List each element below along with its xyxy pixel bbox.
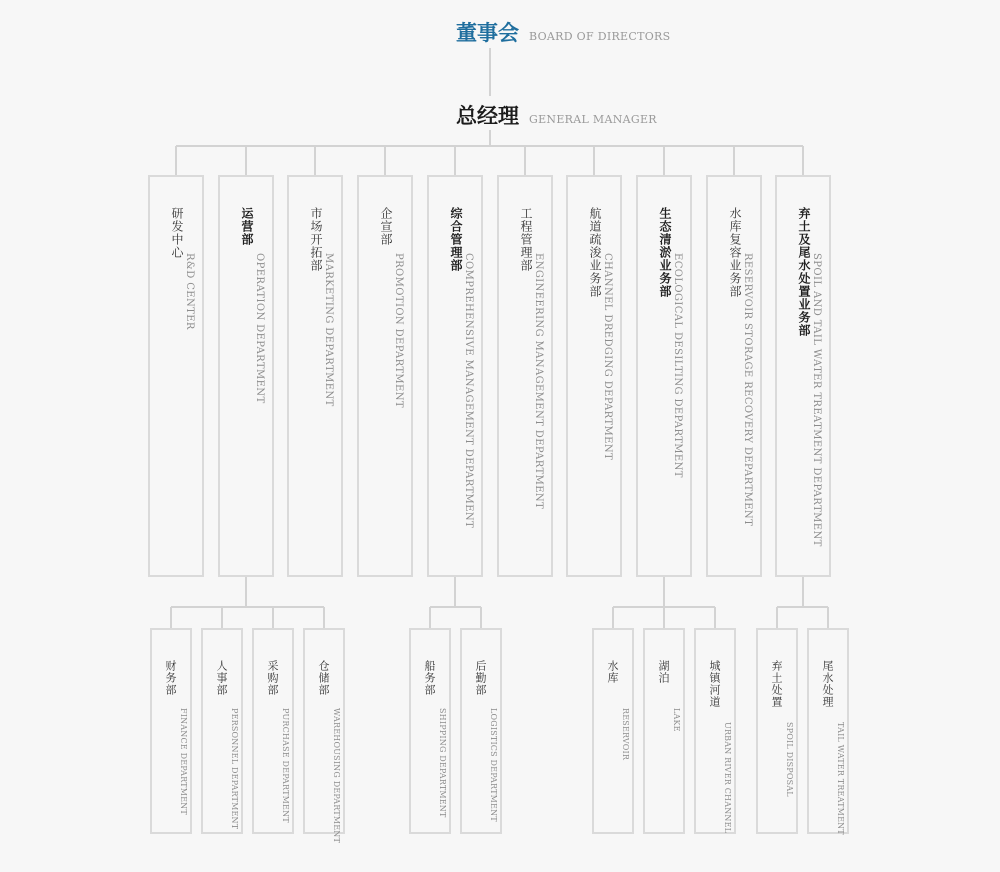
sub-unit-box [150, 628, 192, 834]
sub-unit-box-name-en: LOGISTICS DEPARTMENT [489, 708, 498, 822]
sub-unit-box [201, 628, 243, 834]
sub-unit-box-name-zh: 后勤部 [474, 660, 487, 696]
department-box-name-en: COMPREHENSIVE MANAGEMENT DEPARTMENT [463, 253, 474, 529]
sub-unit-box [756, 628, 798, 834]
department-box [427, 175, 483, 577]
department-box [287, 175, 343, 577]
general-manager-title-zh: 总经理 [456, 104, 519, 128]
sub-unit-box-name-zh: 仓储部 [317, 660, 330, 696]
department-box-name-zh: 企宣部 [379, 207, 393, 246]
department-box-name-zh: 弃土及尾水处置业务部 [797, 207, 811, 337]
sub-unit-box-name-en: WAREHOUSING DEPARTMENT [332, 708, 341, 843]
department-box-name-zh: 运营部 [240, 207, 254, 246]
department-box-name-zh: 航道疏浚业务部 [588, 207, 602, 298]
sub-unit-box [252, 628, 294, 834]
sub-unit-box-name-zh: 城镇河道 [708, 660, 721, 708]
sub-unit-box [592, 628, 634, 834]
sub-unit-box-name-zh: 船务部 [423, 660, 436, 696]
department-box-name-en: RESERVOIR STORAGE RECOVERY DEPARTMENT [742, 253, 753, 527]
department-box [218, 175, 274, 577]
sub-unit-box-name-en: SHIPPING DEPARTMENT [438, 708, 447, 818]
sub-unit-box [409, 628, 451, 834]
sub-unit-box [694, 628, 736, 834]
department-box [706, 175, 762, 577]
sub-unit-box [643, 628, 685, 834]
general-manager-node [456, 100, 657, 130]
board-title-en: BOARD OF DIRECTORS [529, 30, 671, 43]
department-box-name-en: ENGINEERING MANAGEMENT DEPARTMENT [533, 253, 544, 510]
sub-unit-box [807, 628, 849, 834]
department-box-name-en: OPERATION DEPARTMENT [254, 253, 265, 404]
department-box-name-zh: 综合管理部 [449, 207, 463, 272]
department-box [497, 175, 553, 577]
department-box-name-en: SPOIL AND TAIL WATER TREATMENT DEPARTMENT [811, 253, 822, 547]
department-box-name-zh: 研发中心 [170, 207, 184, 259]
department-box [148, 175, 204, 577]
sub-unit-box-name-en: PERSONNEL DEPARTMENT [230, 708, 239, 830]
sub-unit-box-name-zh: 湖泊 [657, 660, 670, 684]
sub-unit-box-name-zh: 尾水处理 [821, 660, 834, 708]
department-box [566, 175, 622, 577]
department-box-name-zh: 水库复容业务部 [728, 207, 742, 298]
department-box-name-en: R&D CENTER [184, 253, 195, 330]
general-manager-title-en: GENERAL MANAGER [529, 113, 657, 126]
sub-unit-box-name-en: FINANCE DEPARTMENT [179, 708, 188, 815]
sub-unit-box-name-en: URBAN RIVER CHANNEL [723, 722, 732, 834]
department-box-name-en: ECOLOGICAL DESILTING DEPARTMENT [672, 253, 683, 478]
sub-unit-box-name-en: PURCHASE DEPARTMENT [281, 708, 290, 823]
department-box-name-zh: 市场开拓部 [309, 207, 323, 272]
department-box-name-en: MARKETING DEPARTMENT [323, 253, 334, 407]
sub-unit-box-name-en: SPOIL DISPOSAL [785, 722, 794, 797]
department-box-name-en: CHANNEL DREDGING DEPARTMENT [602, 253, 613, 461]
department-box [357, 175, 413, 577]
department-box [775, 175, 831, 577]
sub-unit-box [460, 628, 502, 834]
sub-unit-box-name-en: LAKE [672, 708, 681, 732]
board-of-directors-node [456, 17, 670, 47]
sub-unit-box-name-zh: 采购部 [266, 660, 279, 696]
department-box [636, 175, 692, 577]
sub-unit-box-name-zh: 水库 [606, 660, 619, 684]
sub-unit-box-name-en: TAIL WATER TREATMENT [836, 722, 845, 835]
department-box-name-zh: 生态清淤业务部 [658, 207, 672, 298]
sub-unit-box-name-zh: 财务部 [164, 660, 177, 696]
department-box-name-en: PROMOTION DEPARTMENT [393, 253, 404, 408]
sub-unit-box-name-zh: 人事部 [215, 660, 228, 696]
sub-unit-box-name-en: RESERVOIR [621, 708, 630, 761]
sub-unit-box-name-zh: 弃土处置 [770, 660, 783, 708]
sub-unit-box [303, 628, 345, 843]
department-box-name-zh: 工程管理部 [519, 207, 533, 272]
board-title-zh: 董事会 [456, 21, 519, 45]
